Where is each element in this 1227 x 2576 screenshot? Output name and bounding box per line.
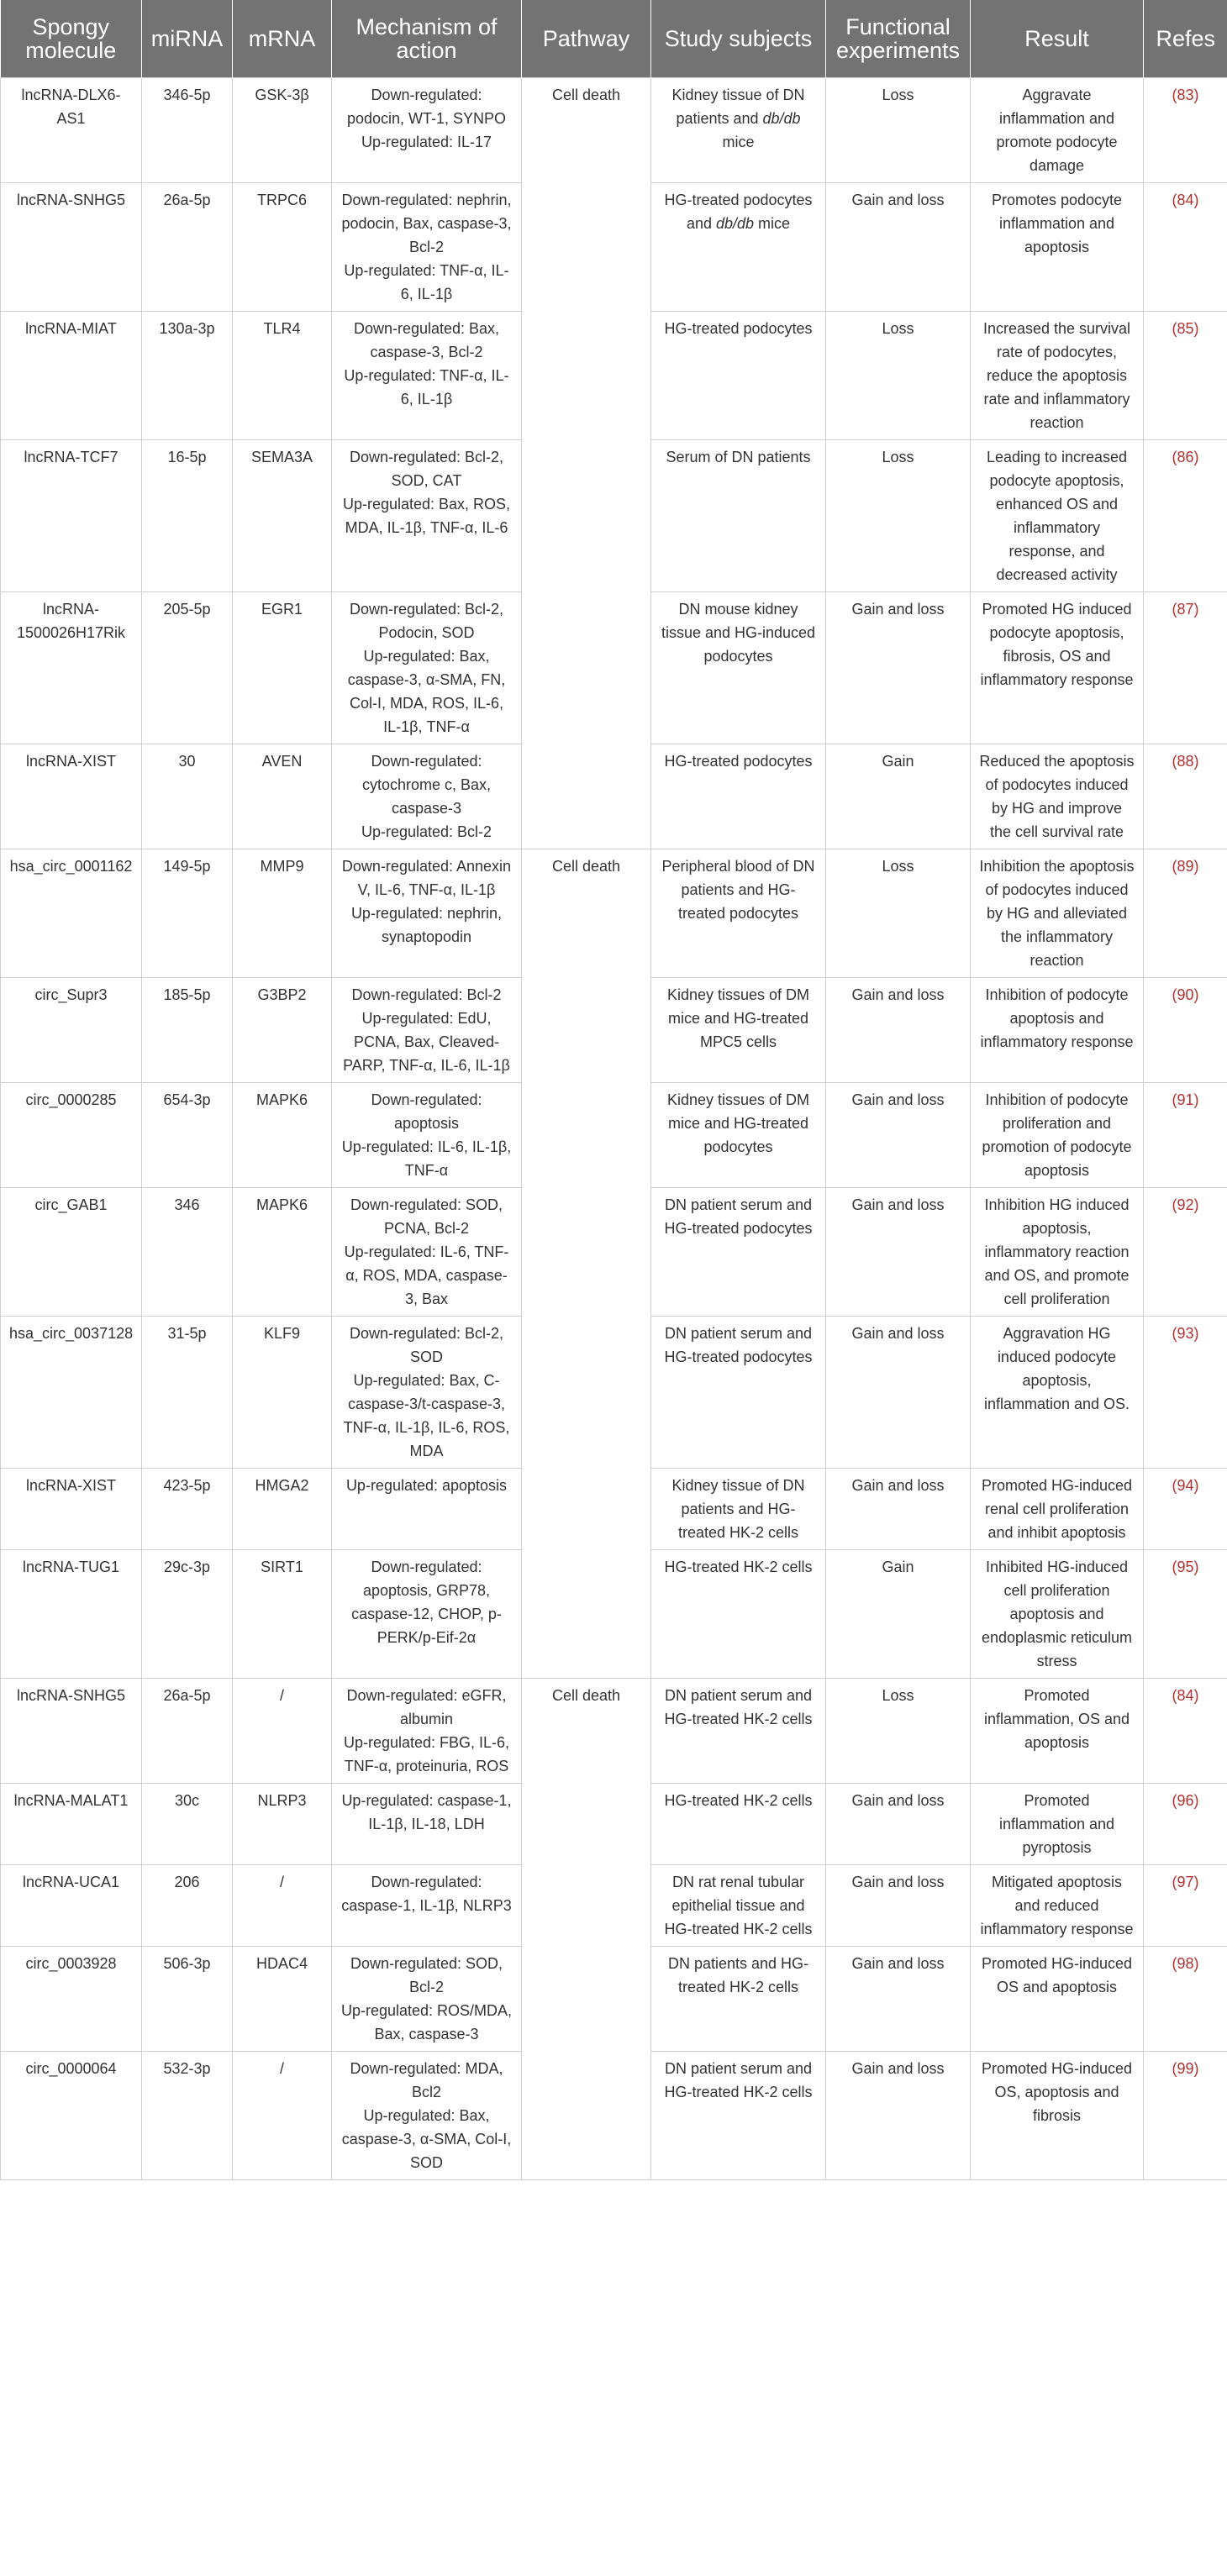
reference-link[interactable]: (84): [1172, 192, 1199, 208]
mrna-cell: G3BP2: [233, 978, 332, 1083]
mechanism-cell: [332, 744, 522, 849]
mechanism-line: Down-regulated: nephrin, podocin, Bax, caspase-3, Bcl-2: [341, 192, 512, 255]
result-cell: Increased the survival rate of podocytes, reduce the apoptosis rate and inflammatory reaction: [971, 312, 1144, 440]
study-subjects-cell: [651, 1784, 826, 1865]
study-subjects-cell: [651, 2052, 826, 2180]
result-cell: Leading to increased podocyte apoptosis, enhanced OS and inflammatory response, and decreased activity: [971, 440, 1144, 592]
refes-cell: [1144, 1947, 1227, 2052]
refes-cell: [1144, 744, 1227, 849]
refes-cell: [1144, 1550, 1227, 1679]
mechanism-line: Down-regulated: apoptosis, GRP78, caspase-12, CHOP, p-PERK/p-Eif-2α: [351, 1559, 502, 1646]
functional-experiments-cell: Loss: [826, 440, 971, 592]
result-cell: Promoted inflammation, OS and apoptosis: [971, 1679, 1144, 1784]
mirna-cell: 26a-5p: [142, 183, 233, 312]
mechanism-line: Up-regulated: EdU, PCNA, Bax, Cleaved-PARP, TNF-α, IL-6, IL-1β: [343, 1010, 510, 1074]
refes-cell: [1144, 978, 1227, 1083]
mechanism-cell: [332, 2052, 522, 2180]
mechanism-cell: [332, 978, 522, 1083]
mechanism-line: Up-regulated: caspase-1, IL-1β, IL-18, LDH: [341, 1792, 512, 1832]
study-subjects-cell: [651, 1083, 826, 1188]
mechanism-line: Down-regulated: MDA, Bcl2: [350, 2060, 503, 2100]
result-cell: Aggravation HG induced podocyte apoptosis, inflammation and OS.: [971, 1317, 1144, 1469]
refes-cell: [1144, 78, 1227, 183]
mrna-cell: KLF9: [233, 1317, 332, 1469]
mechanism-cell: [332, 1188, 522, 1317]
col-study-subjects-header: Study subjects: [651, 0, 826, 78]
functional-experiments-cell: Gain and loss: [826, 1469, 971, 1550]
mechanism-cell: [332, 1550, 522, 1679]
reference-link[interactable]: (99): [1172, 2060, 1199, 2077]
mrna-cell: AVEN: [233, 744, 332, 849]
mechanism-line: Up-regulated: FBG, IL-6, TNF-α, proteinuria, ROS: [343, 1734, 510, 1774]
mechanism-line: Down-regulated: Bcl-2, SOD, CAT: [349, 449, 504, 489]
reference-link[interactable]: (84): [1172, 1687, 1199, 1704]
mechanism-line: Down-regulated: apoptosis: [371, 1091, 482, 1132]
refes-cell: [1144, 1679, 1227, 1784]
study-subjects-cell: [651, 1469, 826, 1550]
study-subjects-cell: [651, 440, 826, 592]
mrna-cell: /: [233, 1865, 332, 1947]
reference-link[interactable]: (93): [1172, 1325, 1199, 1342]
mechanism-line: Up-regulated: Bax, ROS, MDA, IL-1β, TNF-α, IL-6: [342, 496, 511, 536]
study-subjects-cell: [651, 1317, 826, 1469]
spongy-molecule-cell: lncRNA-UCA1: [1, 1865, 142, 1947]
functional-experiments-cell: Loss: [826, 1679, 971, 1784]
study-subjects-text: HG-treated HK-2 cells: [664, 1559, 813, 1575]
mechanism-cell: [332, 849, 522, 978]
functional-experiments-cell: Gain and loss: [826, 183, 971, 312]
mrna-cell: NLRP3: [233, 1784, 332, 1865]
functional-experiments-cell: Gain and loss: [826, 1317, 971, 1469]
study-subjects-text: Serum of DN patients: [666, 449, 811, 465]
reference-link[interactable]: (91): [1172, 1091, 1199, 1108]
refes-cell: [1144, 1083, 1227, 1188]
mechanism-line: Down-regulated: Bcl-2, SOD: [349, 1325, 504, 1365]
mirna-cell: 130a-3p: [142, 312, 233, 440]
reference-link[interactable]: (94): [1172, 1477, 1199, 1494]
study-subjects-text: HG-treated podocytes: [664, 753, 813, 770]
spongy-molecule-cell: circ_0003928: [1, 1947, 142, 2052]
refes-cell: [1144, 183, 1227, 312]
functional-experiments-cell: Loss: [826, 312, 971, 440]
study-subjects-italic: db/db: [762, 110, 801, 127]
mirna-cell: 346: [142, 1188, 233, 1317]
study-subjects-text: DN mouse kidney tissue and HG-induced podocytes: [661, 601, 816, 665]
functional-experiments-cell: Loss: [826, 849, 971, 978]
functional-experiments-cell: Gain and loss: [826, 1947, 971, 2052]
spongy-molecule-cell: lncRNA-1500026H17Rik: [1, 592, 142, 744]
study-subjects-text: Kidney tissues of DM mice and HG-treated podocytes: [666, 1091, 810, 1155]
table-row: [1, 1679, 1227, 1784]
result-cell: Promoted HG induced podocyte apoptosis, fibrosis, OS and inflammatory response: [971, 592, 1144, 744]
col-pathway-header: Pathway: [522, 0, 651, 78]
mechanism-line: Down-regulated: Bcl-2: [351, 986, 502, 1003]
study-subjects-text-end: mice: [754, 215, 791, 232]
result-cell: Inhibition the apoptosis of podocytes induced by HG and alleviated the inflammatory reaction: [971, 849, 1144, 978]
refes-cell: [1144, 849, 1227, 978]
col-result-header: Result: [971, 0, 1144, 78]
mechanism-cell: [332, 440, 522, 592]
mrna-cell: HDAC4: [233, 1947, 332, 2052]
mirna-cell: 29c-3p: [142, 1550, 233, 1679]
reference-link[interactable]: (98): [1172, 1955, 1199, 1972]
spongy-molecule-cell: lncRNA-MALAT1: [1, 1784, 142, 1865]
functional-experiments-cell: Loss: [826, 78, 971, 183]
pathway-cell: Cell death: [522, 1679, 651, 2180]
study-subjects-text: Kidney tissue of DN patients and: [671, 87, 805, 127]
mechanism-line: Up-regulated: Bcl-2: [361, 823, 492, 840]
reference-link[interactable]: (85): [1172, 320, 1199, 337]
col-spongy-molecule-header: Spongy molecule: [1, 0, 142, 78]
mirna-cell: 26a-5p: [142, 1679, 233, 1784]
mirna-cell: 423-5p: [142, 1469, 233, 1550]
col-functional-experiments-header: Functional experiments: [826, 0, 971, 78]
result-cell: Promoted HG-induced OS, apoptosis and fibrosis: [971, 2052, 1144, 2180]
pathway-cell: Cell death: [522, 78, 651, 849]
table-row: [1, 78, 1227, 183]
mechanism-line: Down-regulated: eGFR, albumin: [346, 1687, 507, 1727]
study-subjects-text: Kidney tissues of DM mice and HG-treated MPC5 cells: [666, 986, 810, 1050]
mechanism-cell: [332, 1865, 522, 1947]
study-subjects-text-end: mice: [722, 134, 755, 150]
header-row: [1, 0, 1227, 78]
mechanism-cell: [332, 1317, 522, 1469]
study-subjects-cell: [651, 1865, 826, 1947]
result-cell: Mitigated apoptosis and reduced inflammatory response: [971, 1865, 1144, 1947]
result-cell: Promotes podocyte inflammation and apoptosis: [971, 183, 1144, 312]
result-cell: Inhibition of podocyte apoptosis and inflammatory response: [971, 978, 1144, 1083]
mechanism-line: Down-regulated: Annexin V, IL-6, TNF-α, IL-1β: [341, 858, 512, 898]
refes-cell: [1144, 1469, 1227, 1550]
mechanism-line: Up-regulated: Bax, caspase-3, α-SMA, Col-I, SOD: [341, 2107, 512, 2171]
spongy-molecule-cell: circ_Supr3: [1, 978, 142, 1083]
refes-cell: [1144, 1317, 1227, 1469]
result-cell: Promoted HG-induced renal cell proliferation and inhibit apoptosis: [971, 1469, 1144, 1550]
refes-cell: [1144, 592, 1227, 744]
col-refes-header: Refes: [1144, 0, 1227, 78]
study-subjects-cell: [651, 592, 826, 744]
mirna-cell: 532-3p: [142, 2052, 233, 2180]
mechanism-line: Up-regulated: Bax, C-caspase-3/t-caspase-3, TNF-α, IL-1β, IL-6, ROS, MDA: [343, 1372, 510, 1459]
result-cell: Aggravate inflammation and promote podocyte damage: [971, 78, 1144, 183]
study-subjects-italic: db/db: [715, 215, 755, 232]
refes-cell: [1144, 1784, 1227, 1865]
mechanism-line: Up-regulated: ROS/MDA, Bax, caspase-3: [340, 2002, 513, 2042]
study-subjects-cell: [651, 1947, 826, 2052]
mrna-cell: MAPK6: [233, 1188, 332, 1317]
reference-link[interactable]: (92): [1172, 1196, 1199, 1213]
study-subjects-cell: [651, 1550, 826, 1679]
reference-link[interactable]: (88): [1172, 753, 1199, 770]
refes-cell: [1144, 2052, 1227, 2180]
mrna-cell: SEMA3A: [233, 440, 332, 592]
spongy-molecule-cell: lncRNA-SNHG5: [1, 1679, 142, 1784]
reference-link[interactable]: (95): [1172, 1559, 1199, 1575]
mechanism-cell: [332, 592, 522, 744]
table-body: [1, 78, 1227, 2180]
reference-link[interactable]: (83): [1172, 87, 1199, 103]
reference-link[interactable]: (87): [1172, 601, 1199, 618]
study-subjects-text: DN patient serum and HG-treated HK-2 cells: [664, 2060, 813, 2100]
refes-cell: [1144, 440, 1227, 592]
study-subjects-text: HG-treated podocytes and: [664, 192, 813, 232]
col-mirna-header: miRNA: [142, 0, 233, 78]
mrna-cell: TLR4: [233, 312, 332, 440]
spongy-molecule-cell: lncRNA-XIST: [1, 1469, 142, 1550]
mechanism-line: Down-regulated: Bax, caspase-3, Bcl-2: [353, 320, 500, 360]
mrna-cell: /: [233, 1679, 332, 1784]
spongy-molecule-cell: hsa_circ_0001162: [1, 849, 142, 978]
mechanism-line: Down-regulated: SOD, PCNA, Bcl-2: [350, 1196, 503, 1237]
study-subjects-text: DN rat renal tubular epithelial tissue and HG-treated HK-2 cells: [664, 1874, 813, 1937]
mirna-cell: 206: [142, 1865, 233, 1947]
mechanism-cell: [332, 78, 522, 183]
mechanism-line: Down-regulated: cytochrome c, Bax, caspase-3: [361, 753, 492, 817]
col-mechanism-header: Mechanism of action: [332, 0, 522, 78]
refes-cell: [1144, 1865, 1227, 1947]
mechanism-cell: [332, 1469, 522, 1550]
mechanism-line: Up-regulated: IL-17: [361, 134, 492, 150]
reference-link[interactable]: (96): [1172, 1792, 1199, 1809]
pathway-cell: Cell death: [522, 849, 651, 1679]
mechanism-cell: [332, 1083, 522, 1188]
mirna-cell: 506-3p: [142, 1947, 233, 2052]
result-cell: Promoted HG-induced OS and apoptosis: [971, 1947, 1144, 2052]
table-row: [1, 849, 1227, 978]
reference-link[interactable]: (97): [1172, 1874, 1199, 1890]
functional-experiments-cell: Gain: [826, 744, 971, 849]
study-subjects-text: Kidney tissue of DN patients and HG-treated HK-2 cells: [671, 1477, 805, 1541]
study-subjects-cell: [651, 849, 826, 978]
study-subjects-cell: [651, 744, 826, 849]
mechanism-line: Up-regulated: TNF-α, IL-6, IL-1β: [344, 262, 509, 302]
mrna-cell: TRPC6: [233, 183, 332, 312]
mirna-cell: 30c: [142, 1784, 233, 1865]
spongy-molecule-cell: lncRNA-SNHG5: [1, 183, 142, 312]
refes-cell: [1144, 312, 1227, 440]
mirna-cell: 30: [142, 744, 233, 849]
mrna-cell: MMP9: [233, 849, 332, 978]
reference-link[interactable]: (90): [1172, 986, 1199, 1003]
study-subjects-cell: [651, 78, 826, 183]
mirna-cell: 654-3p: [142, 1083, 233, 1188]
spongy-molecule-cell: lncRNA-TCF7: [1, 440, 142, 592]
mirna-cell: 346-5p: [142, 78, 233, 183]
mirna-cell: 205-5p: [142, 592, 233, 744]
spongy-molecule-cell: lncRNA-MIAT: [1, 312, 142, 440]
study-subjects-text: DN patient serum and HG-treated podocytes: [664, 1325, 813, 1365]
mrna-cell: HMGA2: [233, 1469, 332, 1550]
spongy-molecule-cell: circ_0000064: [1, 2052, 142, 2180]
mechanism-cell: [332, 1947, 522, 2052]
mrna-cell: SIRT1: [233, 1550, 332, 1679]
functional-experiments-cell: Gain and loss: [826, 1784, 971, 1865]
result-cell: Inhibition of podocyte proliferation and promotion of podocyte apoptosis: [971, 1083, 1144, 1188]
result-cell: Inhibited HG-induced cell proliferation apoptosis and endoplasmic reticulum stress: [971, 1550, 1144, 1679]
functional-experiments-cell: Gain and loss: [826, 1188, 971, 1317]
study-subjects-cell: [651, 1679, 826, 1784]
functional-experiments-cell: Gain: [826, 1550, 971, 1679]
refes-cell: [1144, 1188, 1227, 1317]
mechanism-cell: [332, 183, 522, 312]
functional-experiments-cell: Gain and loss: [826, 2052, 971, 2180]
result-cell: Inhibition HG induced apoptosis, inflammatory reaction and OS, and promote cell proliferation: [971, 1188, 1144, 1317]
mechanism-line: Down-regulated: SOD, Bcl-2: [350, 1955, 503, 1995]
study-subjects-text: HG-treated HK-2 cells: [664, 1792, 813, 1809]
functional-experiments-cell: Gain and loss: [826, 1865, 971, 1947]
spongy-molecule-cell: circ_0000285: [1, 1083, 142, 1188]
study-subjects-text: HG-treated podocytes: [664, 320, 813, 337]
functional-experiments-cell: Gain and loss: [826, 1083, 971, 1188]
study-subjects-cell: [651, 1188, 826, 1317]
mechanism-line: Up-regulated: nephrin, synaptopodin: [350, 905, 503, 945]
study-subjects-cell: [651, 978, 826, 1083]
mechanism-line: Up-regulated: TNF-α, IL-6, IL-1β: [344, 367, 509, 407]
mechanism-line: Down-regulated: Bcl-2, Podocin, SOD: [349, 601, 504, 641]
mechanism-line: Up-regulated: IL-6, IL-1β, TNF-α: [341, 1138, 512, 1179]
study-subjects-cell: [651, 183, 826, 312]
mechanism-cell: [332, 312, 522, 440]
col-mrna-header: mRNA: [233, 0, 332, 78]
mrna-cell: /: [233, 2052, 332, 2180]
mechanism-line: Down-regulated: podocin, WT-1, SYNPO: [346, 87, 507, 127]
mechanism-line: Up-regulated: Bax, caspase-3, α-SMA, FN, Col-I, MDA, ROS, IL-6, IL-1β, TNF-α: [347, 648, 506, 735]
study-subjects-cell: [651, 312, 826, 440]
mechanism-cell: [332, 1784, 522, 1865]
spongy-molecule-cell: circ_GAB1: [1, 1188, 142, 1317]
mechanism-cell: [332, 1679, 522, 1784]
mrna-cell: MAPK6: [233, 1083, 332, 1188]
mirna-cell: 31-5p: [142, 1317, 233, 1469]
study-subjects-text: DN patient serum and HG-treated podocytes: [664, 1196, 813, 1237]
mechanism-line: Down-regulated: caspase-1, IL-1β, NLRP3: [341, 1874, 512, 1914]
functional-experiments-cell: Gain and loss: [826, 592, 971, 744]
spongy-molecule-cell: lncRNA-TUG1: [1, 1550, 142, 1679]
result-cell: Reduced the apoptosis of podocytes induced by HG and improve the cell survival rate: [971, 744, 1144, 849]
study-subjects-text: DN patients and HG-treated HK-2 cells: [667, 1955, 809, 1995]
spongy-molecule-cell: hsa_circ_0037128: [1, 1317, 142, 1469]
reference-link[interactable]: (89): [1172, 858, 1199, 875]
mrna-cell: EGR1: [233, 592, 332, 744]
mechanism-line: Up-regulated: apoptosis: [345, 1477, 508, 1494]
result-cell: Promoted inflammation and pyroptosis: [971, 1784, 1144, 1865]
spongy-molecule-cell: lncRNA-XIST: [1, 744, 142, 849]
mechanism-line: Up-regulated: IL-6, TNF-α, ROS, MDA, caspase-3, Bax: [344, 1243, 509, 1307]
study-subjects-text: Peripheral blood of DN patients and HG-treated podocytes: [661, 858, 815, 922]
mirna-cell: 185-5p: [142, 978, 233, 1083]
study-subjects-text: DN patient serum and HG-treated HK-2 cells: [664, 1687, 813, 1727]
mirna-cell: 149-5p: [142, 849, 233, 978]
spongy-molecule-cell: lncRNA-DLX6-AS1: [1, 78, 142, 183]
reference-link[interactable]: (86): [1172, 449, 1199, 465]
mirna-cell: 16-5p: [142, 440, 233, 592]
mrna-cell: GSK-3β: [233, 78, 332, 183]
functional-experiments-cell: Gain and loss: [826, 978, 971, 1083]
